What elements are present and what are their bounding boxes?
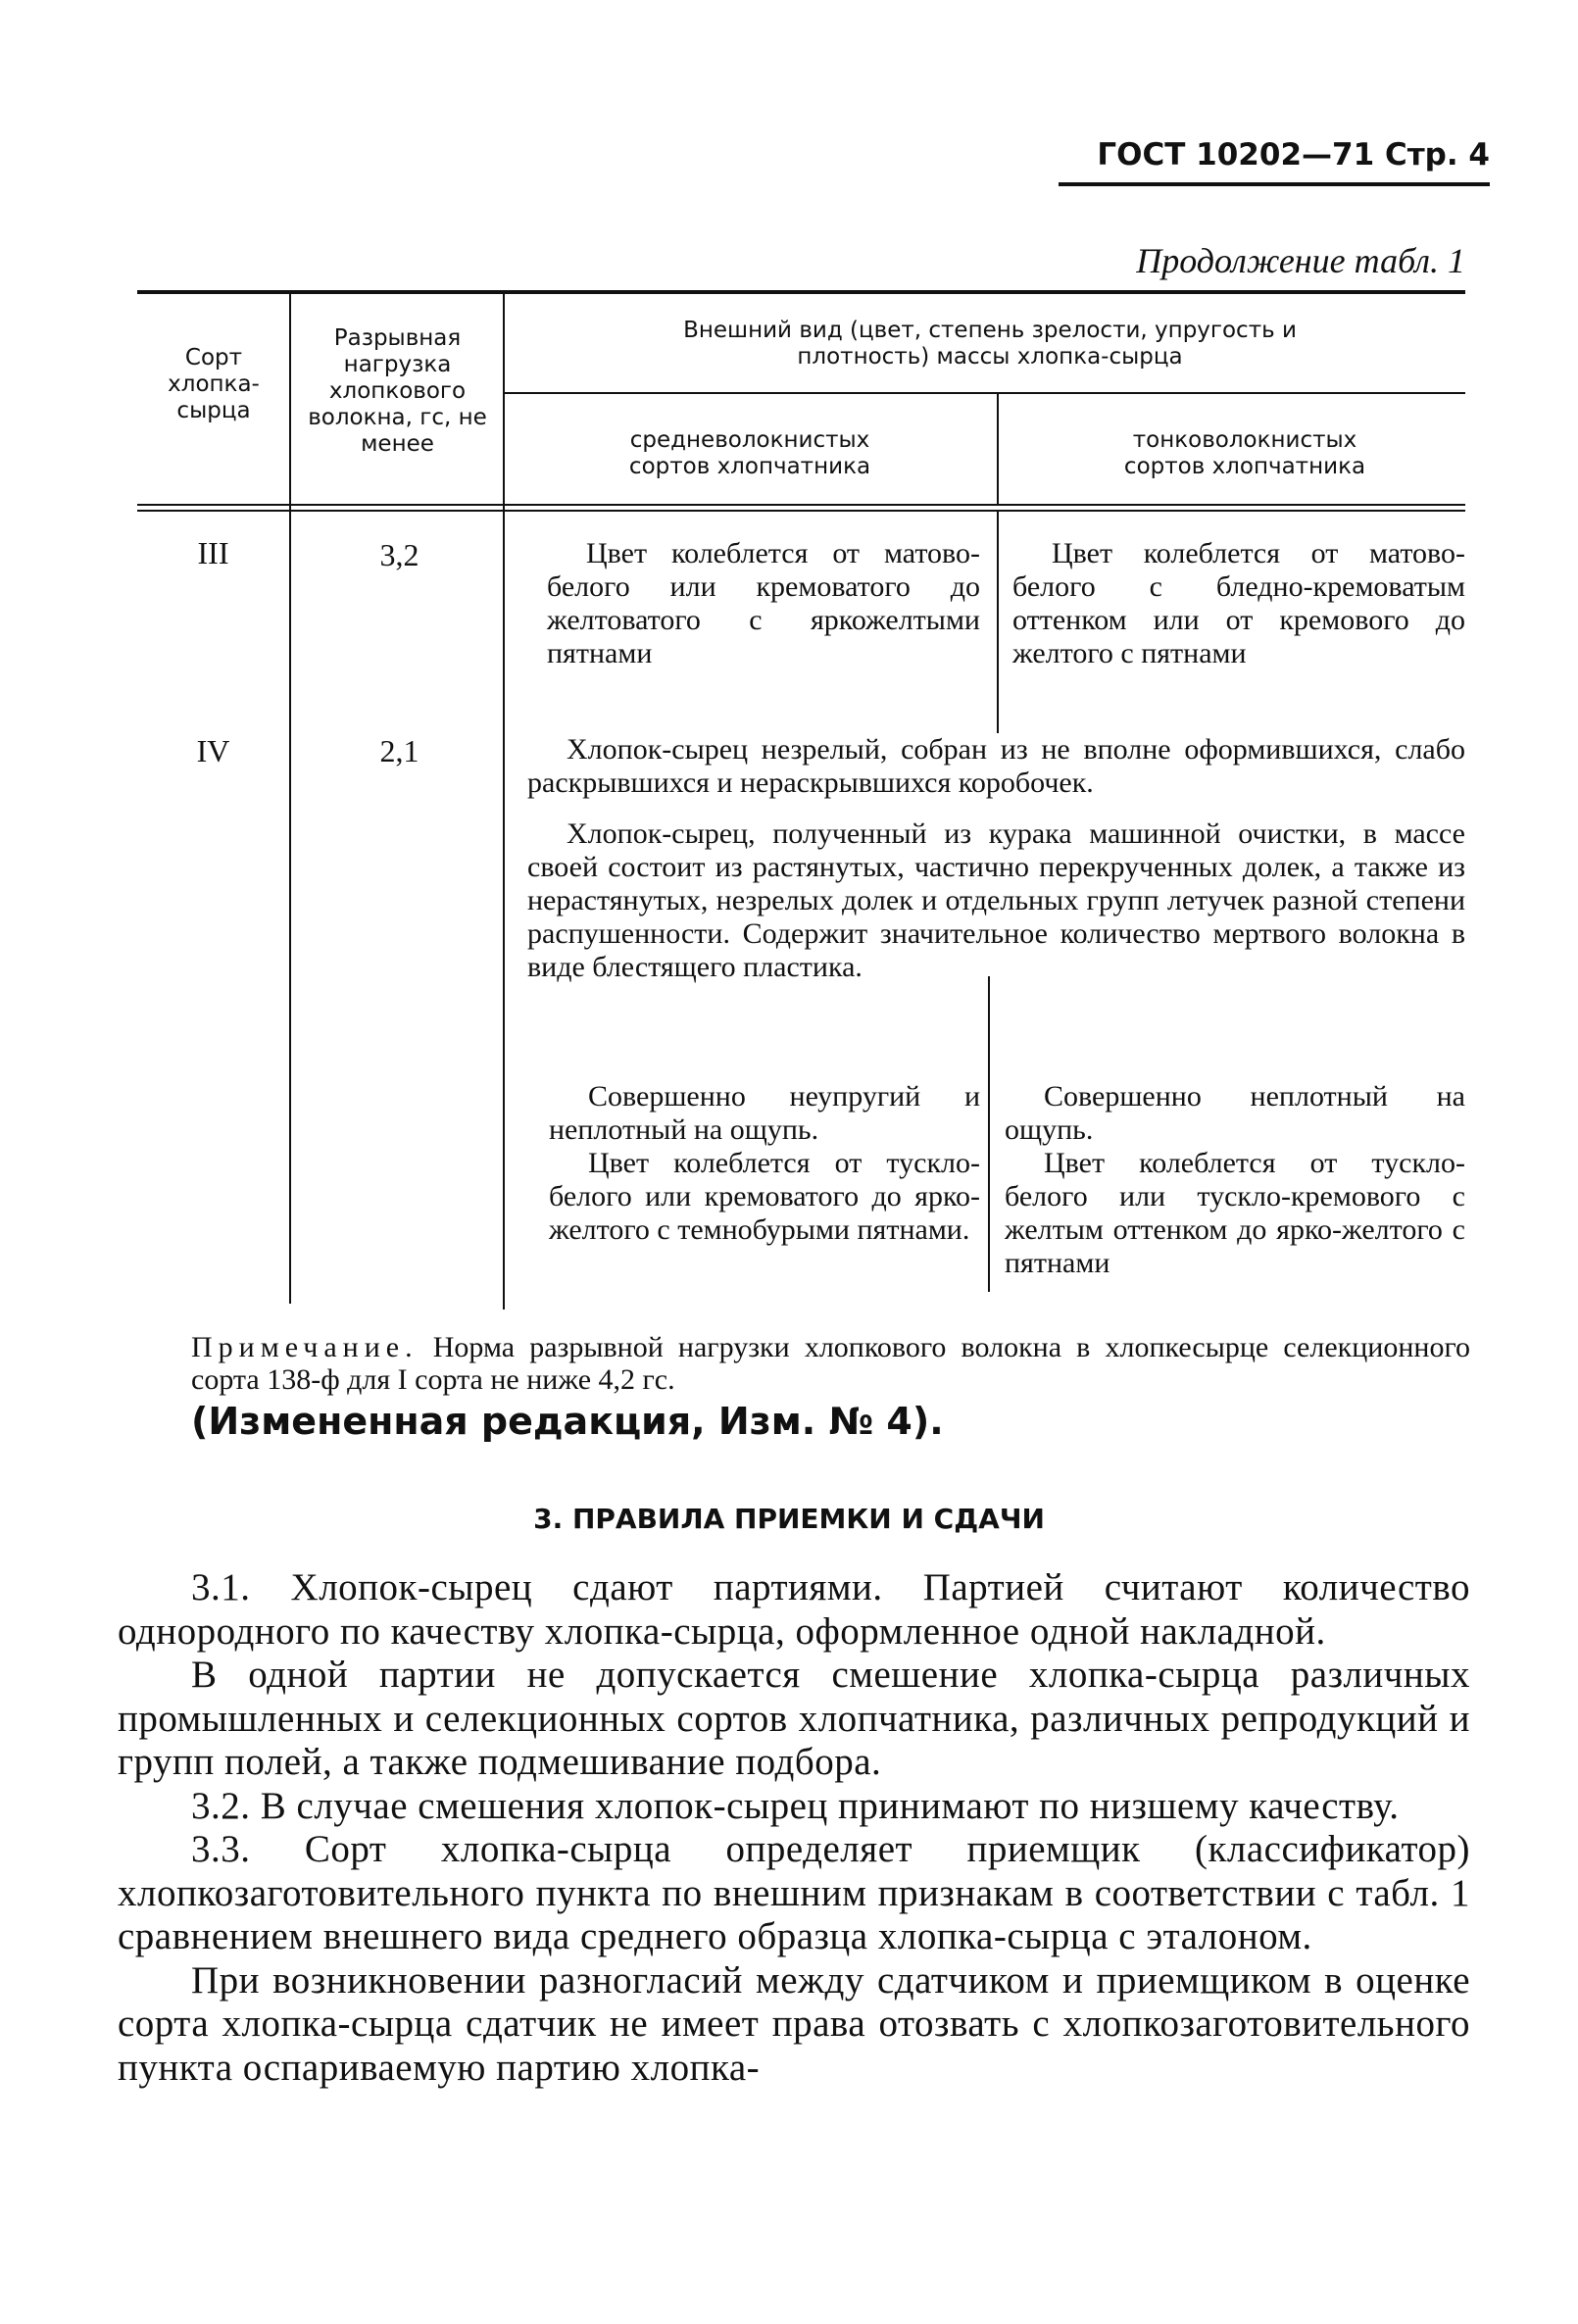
note-label: Примечание. (191, 1331, 419, 1363)
header-grade: Сорт хлопка-сырца (168, 345, 260, 423)
row-IV-text-kurak: Хлопок-сырец, полученный из курака машинной очистки, в массе своей состоит из растянутых, частично перекрученных долек, а также из нерастянутых, незрелых долек и отдельных групп летучек разной степени распушенности. Содержит значительное количество мертвого волокна в виде блестящего пластика. (527, 817, 1465, 983)
table-top-rule (137, 290, 1465, 294)
row-IV-fine-color: Цвет колеблется от тускло-белого или тускло-кремового с желтым оттенком до ярко-желтого с пятнами (1005, 1147, 1465, 1279)
col-divider-2 (503, 294, 505, 1310)
header-subdivider (505, 392, 1465, 394)
col-divider-3-row4 (988, 976, 990, 1292)
row-load-III: 3,2 (379, 537, 419, 572)
note-text: Норма разрывной нагрузки хлопкового волокна в хлопкесырце селекционного сорта 138-ф для I сорта не ниже 4,2 гс. (191, 1331, 1471, 1396)
col-divider-1 (289, 294, 291, 1304)
section-title: 3. ПРАВИЛА ПРИЕМКИ И СДАЧИ (533, 1503, 1045, 1535)
row-grade-III: III (197, 535, 229, 570)
paragraph-3-3: 3.3. Сорт хлопка-сырца определяет приемщик (классификатор) хлопкозаготовительного пункта по внешним признакам в соответствии с табл. 1 сравнением внешнего вида среднего образца хлопка-сырца с эталоном. (118, 1828, 1470, 1957)
header-bottom-rule (137, 504, 1465, 506)
table-note (191, 1331, 1470, 1396)
paragraph-gap (527, 800, 1465, 817)
paragraph-mixing: В одной партии не допускается смешение хлопка-сырца различных промышленных и селекционных сортов хлопчатника, различных репродукций и групп полей, а также подмешивание подбора. (118, 1654, 1470, 1783)
table-continuation-label: Продолжение табл. 1 (1136, 241, 1465, 280)
row-IV-common-description (527, 733, 1465, 984)
amendment-note: (Измененная редакция, Изм. № 4). (191, 1400, 944, 1443)
header-fine-fiber: тонковолокнистых сортов хлопчатника (1123, 427, 1366, 479)
row-III-medium-description (547, 537, 980, 670)
row-IV-fine-density: Совершенно неплотный на ощупь. (1005, 1080, 1465, 1146)
paragraph-3-1: 3.1. Хлопок-сырец сдают партиями. Партией считают количество однородного по качеству хлопка-сырца, оформленное одной накладной. (118, 1566, 1470, 1653)
row-load-IV: 2,1 (379, 733, 419, 768)
row-IV-medium-color: Цвет колеблется от тускло-белого или кремоватого до ярко-желтого с темнобурыми пятнами. (549, 1147, 980, 1246)
quality-table (137, 290, 1465, 1311)
header-appearance: Внешний вид (цвет, степень зрелости, упругость и плотность) массы хлопка-сырца (683, 318, 1297, 370)
row-IV-fine-description (1005, 1080, 1465, 1280)
header-bottom-rule-2 (137, 510, 1465, 512)
row-IV-medium-elasticity: Совершенно неупругий и неплотный на ощупь. (549, 1080, 980, 1146)
page-header: ГОСТ 10202—71 Стр. 4 (1059, 137, 1490, 186)
row-III-fine-text: Цвет колеблется от матово-белого с бледно-кремоватым оттенком или от кремового до желтого с пятнами (1012, 537, 1465, 669)
row-IV-text-immature: Хлопок-сырец незрелый, собран из не вполне оформившихся, слабо раскрывшихся и нераскрывшихся коробочек. (527, 733, 1465, 799)
section-body (118, 1566, 1470, 2090)
row-III-fine-description (1012, 537, 1465, 670)
col-divider-3-row3 (997, 512, 999, 733)
header-medium-fiber: средневолокнистых сортов хлопчатника (628, 427, 871, 479)
paragraph-disputes: При возникновении разногласий между сдатчиком и приемщиком в оценке сорта хлопка-сырца сдатчик не имеет права отозвать с хлопкозаготовительного пункта оспариваемую партию хлопка- (118, 1958, 1470, 2089)
row-IV-medium-description (549, 1080, 980, 1247)
row-grade-IV: IV (196, 733, 230, 768)
header-breaking-load: Разрывная нагрузка хлопкового волокна, гс, не менее (308, 325, 487, 457)
row-III-medium-text: Цвет колеблется от матово-белого или кремоватого до желтоватого с яркожелтыми пятнами (547, 537, 980, 669)
paragraph-3-2: 3.2. В случае смешения хлопок-сырец принимают по низшему качеству. (191, 1784, 1400, 1827)
col-divider-3-header (997, 394, 999, 504)
